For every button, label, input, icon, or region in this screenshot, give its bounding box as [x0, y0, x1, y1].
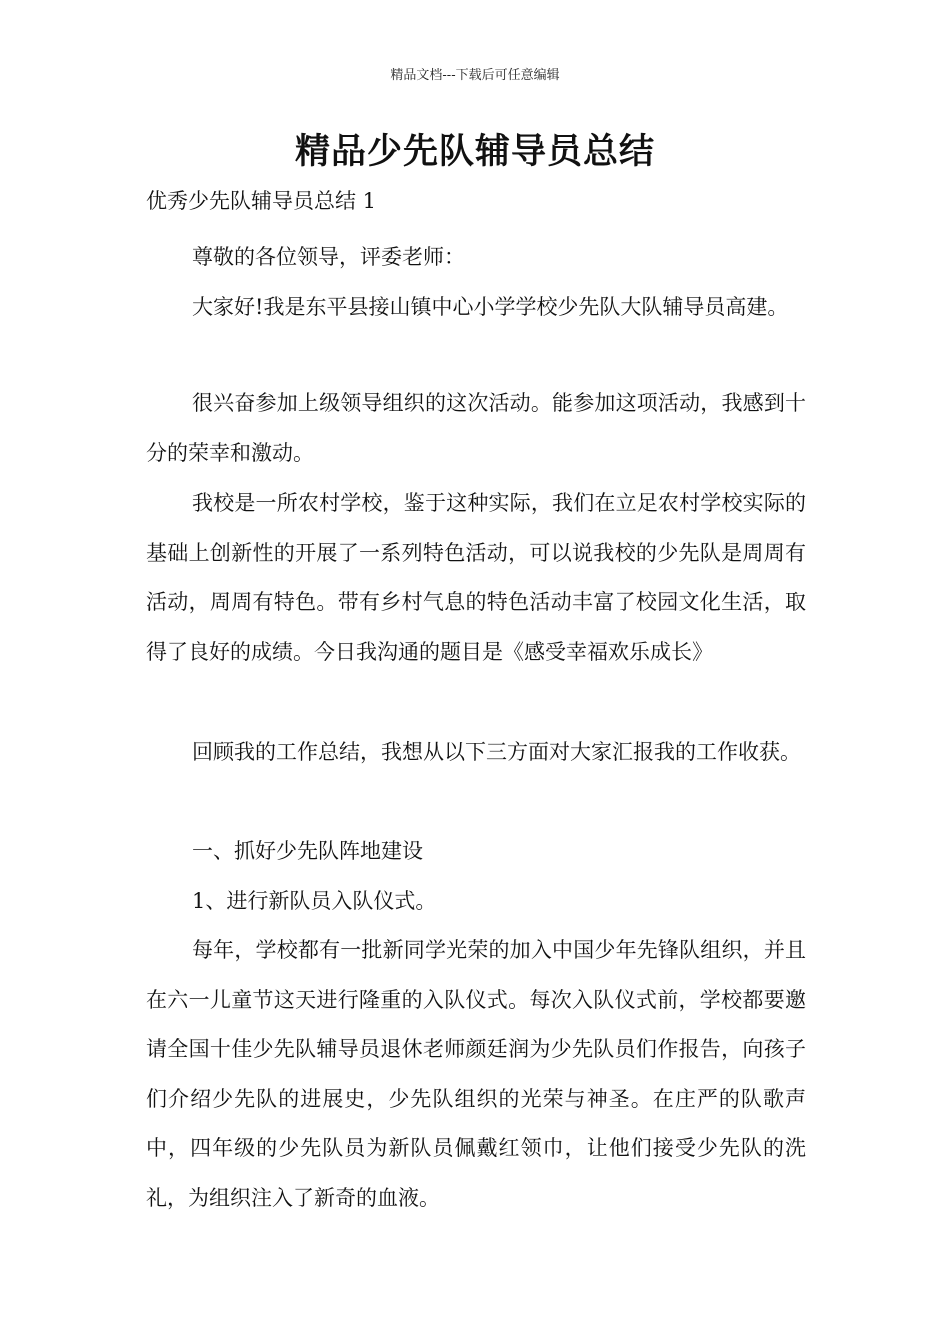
subsection-heading-1: 1、进行新队员入队仪式。 — [192, 889, 437, 913]
paragraph-greeting: 尊敬的各位领导，评委老师： — [192, 245, 465, 269]
document-subtitle: 优秀少先队辅导员总结 1 — [146, 189, 377, 213]
paragraph-honor: 很兴奋参加上级领导组织的这次活动。能参加这项活动，我感到十分的荣幸和激动。 — [146, 391, 806, 465]
paragraph-ceremony: 每年，学校都有一批新同学光荣的加入中国少年先锋队组织，并且在六一儿童节这天进行隆重的入队仪式。每次入队仪式前，学校都要邀请全国十佳少先队辅导员退休老师颜廷润为少先队员们作报告，向孩子们介绍少先队的进展史，少先队组织的光荣与神圣。在庄严的队歌声中，四年级的少先队员为新队员佩戴红领巾，让他们接受少先队的洗礼，为组织注入了新奇的血液。 — [146, 938, 806, 1210]
paragraph-intro: 大家好!我是东平县接山镇中心小学学校少先队大队辅导员高建。 — [192, 295, 789, 319]
document-title: 精品少先队辅导员总结 — [294, 132, 655, 172]
paragraph-review: 回顾我的工作总结，我想从以下三方面对大家汇报我的工作收获。 — [192, 740, 801, 764]
header-note: 精品文档---下载后可任意编辑 — [390, 68, 560, 83]
paragraph-school: 我校是一所农村学校，鉴于这种实际，我们在立足农村学校实际的基础上创新性的开展了一系列特色活动，可以说我校的少先队是周周有活动，周周有特色。带有乡村气息的特色活动丰富了校园文化生活，取得了良好的成绩。今日我沟通的题目是《感受幸福欢乐成长》 — [146, 491, 806, 664]
section-heading-1: 一、抓好少先队阵地建设 — [192, 839, 423, 863]
